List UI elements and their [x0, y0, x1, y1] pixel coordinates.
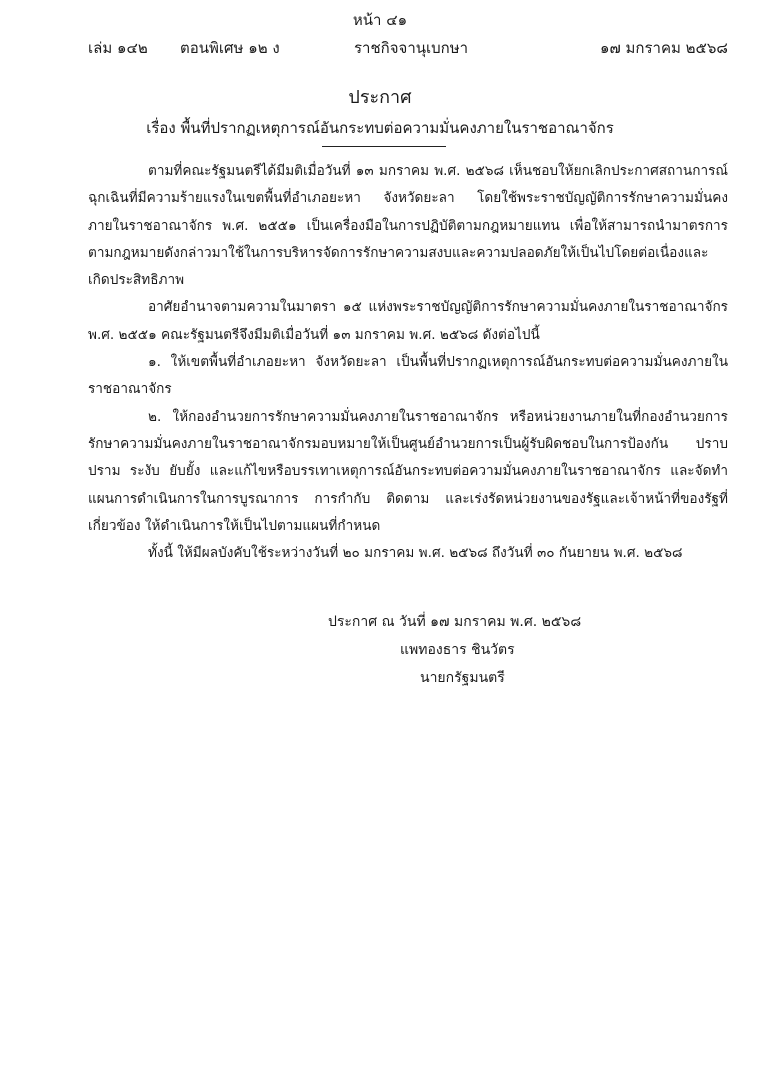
signature-block	[328, 608, 688, 692]
gazette-header	[88, 36, 728, 56]
paragraph-item-1: ๑. ให้เขตพื้นที่อำเภอยะหา จังหวัดยะลา เป็นพื้นที่ปรากฏเหตุการณ์อันกระทบต่อความมั่นคงภายในราชอาณาจักร	[88, 354, 728, 398]
volume-label: เล่ม ๑๔๒	[88, 39, 148, 57]
announcement-body	[88, 158, 728, 567]
gazette-name: ราชกิจจานุเบกษา	[354, 39, 469, 57]
paragraph-authority: อาศัยอำนาจตามความในมาตรา ๑๕ แห่งพระราชบัญญัติการรักษาความมั่นคงภายในราชอาณาจักร พ.ศ. ๒๕๕๑ คณะรัฐมนตรีจึงมีมติเมื่อวันที่ ๑๓ มกราคม พ.ศ. ๒๕๖๘ ดังต่อไปนี้	[88, 299, 728, 343]
page-number: หน้า ๔๑	[352, 11, 408, 29]
signatory-name: แพทองธาร ชินวัตร	[400, 642, 515, 658]
paragraph-item-2: ๒. ให้กองอำนวยการรักษาความมั่นคงภายในราชอาณาจักร หรือหน่วยงานภายในที่กองอำนวยการรักษาความมั่นคงภายในราชอาณาจักรมอบหมายให้เป็นศูนย์อำนวยการเป็นผู้รับผิดชอบในการป้องกัน ปราบปราม ระงับ ยับยั้ง และแก้ไขหรือบรรเทาเหตุการณ์อันกระทบต่อความมั่นคงภายในราชอาณาจักร และจัดทำแผนการดำเนินการในการบูรณาการ การกำกับ ติดตาม และเร่งรัดหน่วยงานของรัฐและเจ้าหน้าที่ของรัฐที่เกี่ยวข้อง ให้ดำเนินการให้เป็นไปตามแผนที่กำหนด	[88, 408, 728, 534]
title-divider	[322, 146, 446, 147]
section-label: ตอนพิเศษ ๑๒ ง	[180, 39, 280, 57]
signature-date: ประกาศ ณ วันที่ ๑๗ มกราคม พ.ศ. ๒๕๖๘	[328, 614, 582, 630]
signatory-position: นายกรัฐมนตรี	[420, 670, 505, 686]
paragraph-background: ตามที่คณะรัฐมนตรีได้มีมติเมื่อวันที่ ๑๓ มกราคม พ.ศ. ๒๕๖๘ เห็นชอบให้ยกเลิกประกาศสถานการณ์ฉุกเฉินที่มีความร้ายแรงในเขตพื้นที่อำเภอยะหา จังหวัดยะลา โดยใช้พระราชบัญญัติการรักษาความมั่นคงภายในราชอาณาจักร พ.ศ. ๒๕๕๑ เป็นเครื่องมือในการปฏิบัติตามกฎหมายแทน เพื่อให้สามารถนำมาตรการตามกฎหมายดังกล่าวมาใช้ในการบริหารจัดการรักษาความสงบและความปลอดภัยให้เป็นไปโดยต่อเนื่องและเกิดประสิทธิภาพ	[88, 163, 728, 289]
announcement-title: ประกาศ	[348, 87, 412, 108]
paragraph-effective-period: ทั้งนี้ ให้มีผลบังคับใช้ระหว่างวันที่ ๒๐ มกราคม พ.ศ. ๒๕๖๘ ถึงวันที่ ๓๐ กันยายน พ.ศ. ๒๕๖๘	[148, 545, 683, 562]
announcement-subject: เรื่อง พื้นที่ปรากฏเหตุการณ์อันกระทบต่อความมั่นคงภายในราชอาณาจักร	[146, 119, 614, 137]
header-date: ๑๗ มกราคม ๒๕๖๘	[599, 39, 728, 57]
